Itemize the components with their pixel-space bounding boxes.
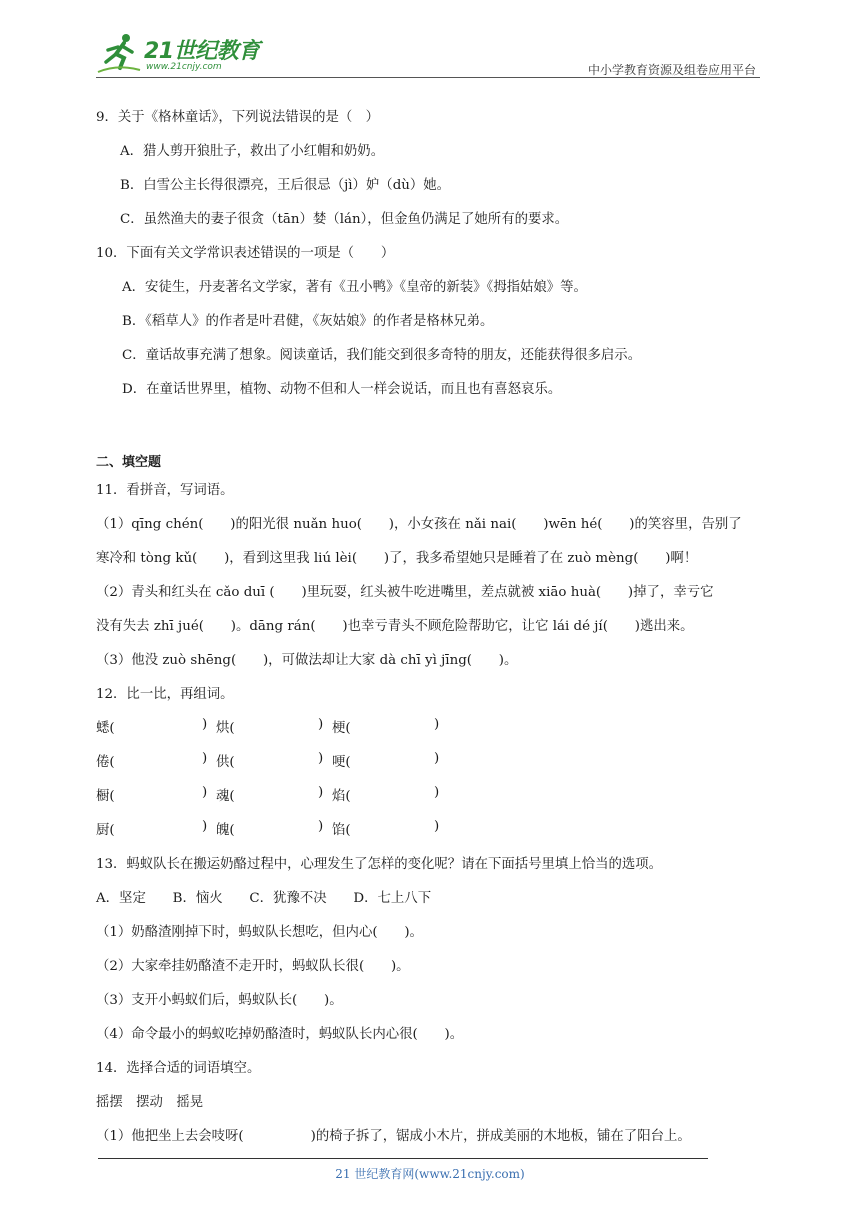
q12-row-cell: 供( — [216, 755, 235, 770]
q11-line: （2）青头和红头在 cǎo duī ( )里玩耍，红头被牛吃进嘴里，差点就被 xiāo huà( )掉了，幸亏它 — [96, 585, 714, 600]
q10-option-a: A．安徒生，丹麦著名文学家，著有《丑小鸭》《皇帝的新装》《拇指姑娘》等。 — [122, 280, 587, 295]
q9-stem: 9．关于《格林童话》，下列说法错误的是（ ） — [96, 110, 380, 125]
q10-option-c: C．童话故事充满了想象。阅读童话，我们能交到很多奇特的朋友，还能获得很多启示。 — [122, 348, 642, 363]
q13-line: （3）支开小蚂蚁们后，蚂蚁队长( )。 — [96, 993, 343, 1008]
q12-row-cell: 烘( — [216, 721, 235, 736]
q13-line: （4）命令最小的蚂蚁吃掉奶酪渣时，蚂蚁队长内心很( )。 — [96, 1027, 464, 1042]
q12-row-cell: ) — [318, 819, 324, 834]
q12-row-cell: ) — [434, 751, 440, 766]
q11-line: 没有失去 zhī jué( )。dāng rán( )也幸亏青头不顾危险帮助它，让它 lái dé jí( )逃出来。 — [96, 619, 694, 634]
q12-row-cell: 魄( — [216, 823, 235, 838]
q13-options: A．坚定 B．恼火 C．犹豫不决 D．七上八下 — [96, 891, 432, 906]
q12-row-cell: ) — [202, 717, 208, 732]
q12-row-cell: 魂( — [216, 789, 235, 804]
q12-row-cell: ) — [318, 785, 324, 800]
q13-line: （1）奶酪渣刚掉下时，蚂蚁队长想吃，但内心( )。 — [96, 925, 423, 940]
q12-row-cell: 橱( — [96, 789, 115, 804]
q12-row-cell: ) — [202, 785, 208, 800]
page-header — [96, 30, 760, 78]
q12-row-cell: ) — [318, 751, 324, 766]
q14-stem: 14．选择合适的词语填空。 — [96, 1061, 261, 1076]
q9-option-a: A．猎人剪开狼肚子，救出了小红帽和奶奶。 — [120, 144, 385, 159]
logo-url: www.21cnjy.com — [146, 62, 222, 72]
q9-option-b: B．白雪公主长得很漂亮，王后很忌（jì）妒（dù）她。 — [120, 178, 451, 193]
q12-row-cell: ) — [318, 717, 324, 732]
q12-row-cell: ) — [434, 717, 440, 732]
q14-line: （1）他把坐上去会吱呀( )的椅子拆了，锯成小木片，拼成美丽的木地板，铺在了阳台上。 — [96, 1129, 691, 1144]
q10-option-d: D．在童话世界里，植物、动物不但和人一样会说话，而且也有喜怒哀乐。 — [122, 382, 562, 397]
q12-stem: 12．比一比，再组词。 — [96, 687, 234, 702]
q14-word-bank: 摇摆 摆动 摇晃 — [96, 1095, 204, 1110]
logo — [96, 30, 266, 76]
page-footer: 21 世纪教育网(www.21cnjy.com) — [335, 1167, 525, 1181]
q11-line: （1）qīng chén( )的阳光很 nuǎn huo( )，小女孩在 nǎi nai( )wēn hé( )的笑容里，告别了 — [96, 517, 742, 532]
q12-row-cell: 梗( — [332, 721, 351, 736]
footer-divider — [98, 1158, 708, 1159]
q12-row-cell: ) — [202, 819, 208, 834]
q12-row-cell: 焰( — [332, 789, 351, 804]
runner-logo-icon — [96, 30, 142, 76]
q10-stem: 10．下面有关文学常识表述错误的一项是（ ） — [96, 246, 395, 261]
header-divider — [96, 77, 760, 78]
section-heading: 二、填空题 — [96, 455, 162, 470]
q12-row-cell: 倦( — [96, 755, 115, 770]
q12-row-cell: ) — [434, 785, 440, 800]
q12-row-cell: ) — [434, 819, 440, 834]
q12-row-cell: 蟋( — [96, 721, 115, 736]
q13-stem: 13．蚂蚁队长在搬运奶酪过程中，心理发生了怎样的变化呢？请在下面括号里填上恰当的选项。 — [96, 857, 663, 872]
platform-title: 中小学教育资源及组卷应用平台 — [587, 63, 756, 77]
q12-row-cell: ) — [202, 751, 208, 766]
logo-text: 21世纪教育 — [144, 39, 260, 64]
q11-stem: 11．看拼音，写词语。 — [96, 483, 234, 498]
q12-row-cell: 厨( — [96, 823, 115, 838]
q11-line: （3）他没 zuò shēng( )，可做法却让大家 dà chī yì jīng( )。 — [96, 653, 518, 668]
q9-option-c: C．虽然渔夫的妻子很贪（tān）婪（lán），但金鱼仍满足了她所有的要求。 — [120, 212, 569, 227]
q13-line: （2）大家牵挂奶酪渣不走开时，蚂蚁队长很( )。 — [96, 959, 410, 974]
q12-row-cell: 馅( — [332, 823, 351, 838]
q12-row-cell: 哽( — [332, 755, 351, 770]
q11-line: 寒冷和 tòng kǔ( )，看到这里我 liú lèi( )了，我多希望她只是睡着了在 zuò mèng( )啊！ — [96, 551, 698, 566]
q10-option-b: B．《稻草人》的作者是叶君健，《灰姑娘》的作者是格林兄弟。 — [122, 314, 494, 329]
